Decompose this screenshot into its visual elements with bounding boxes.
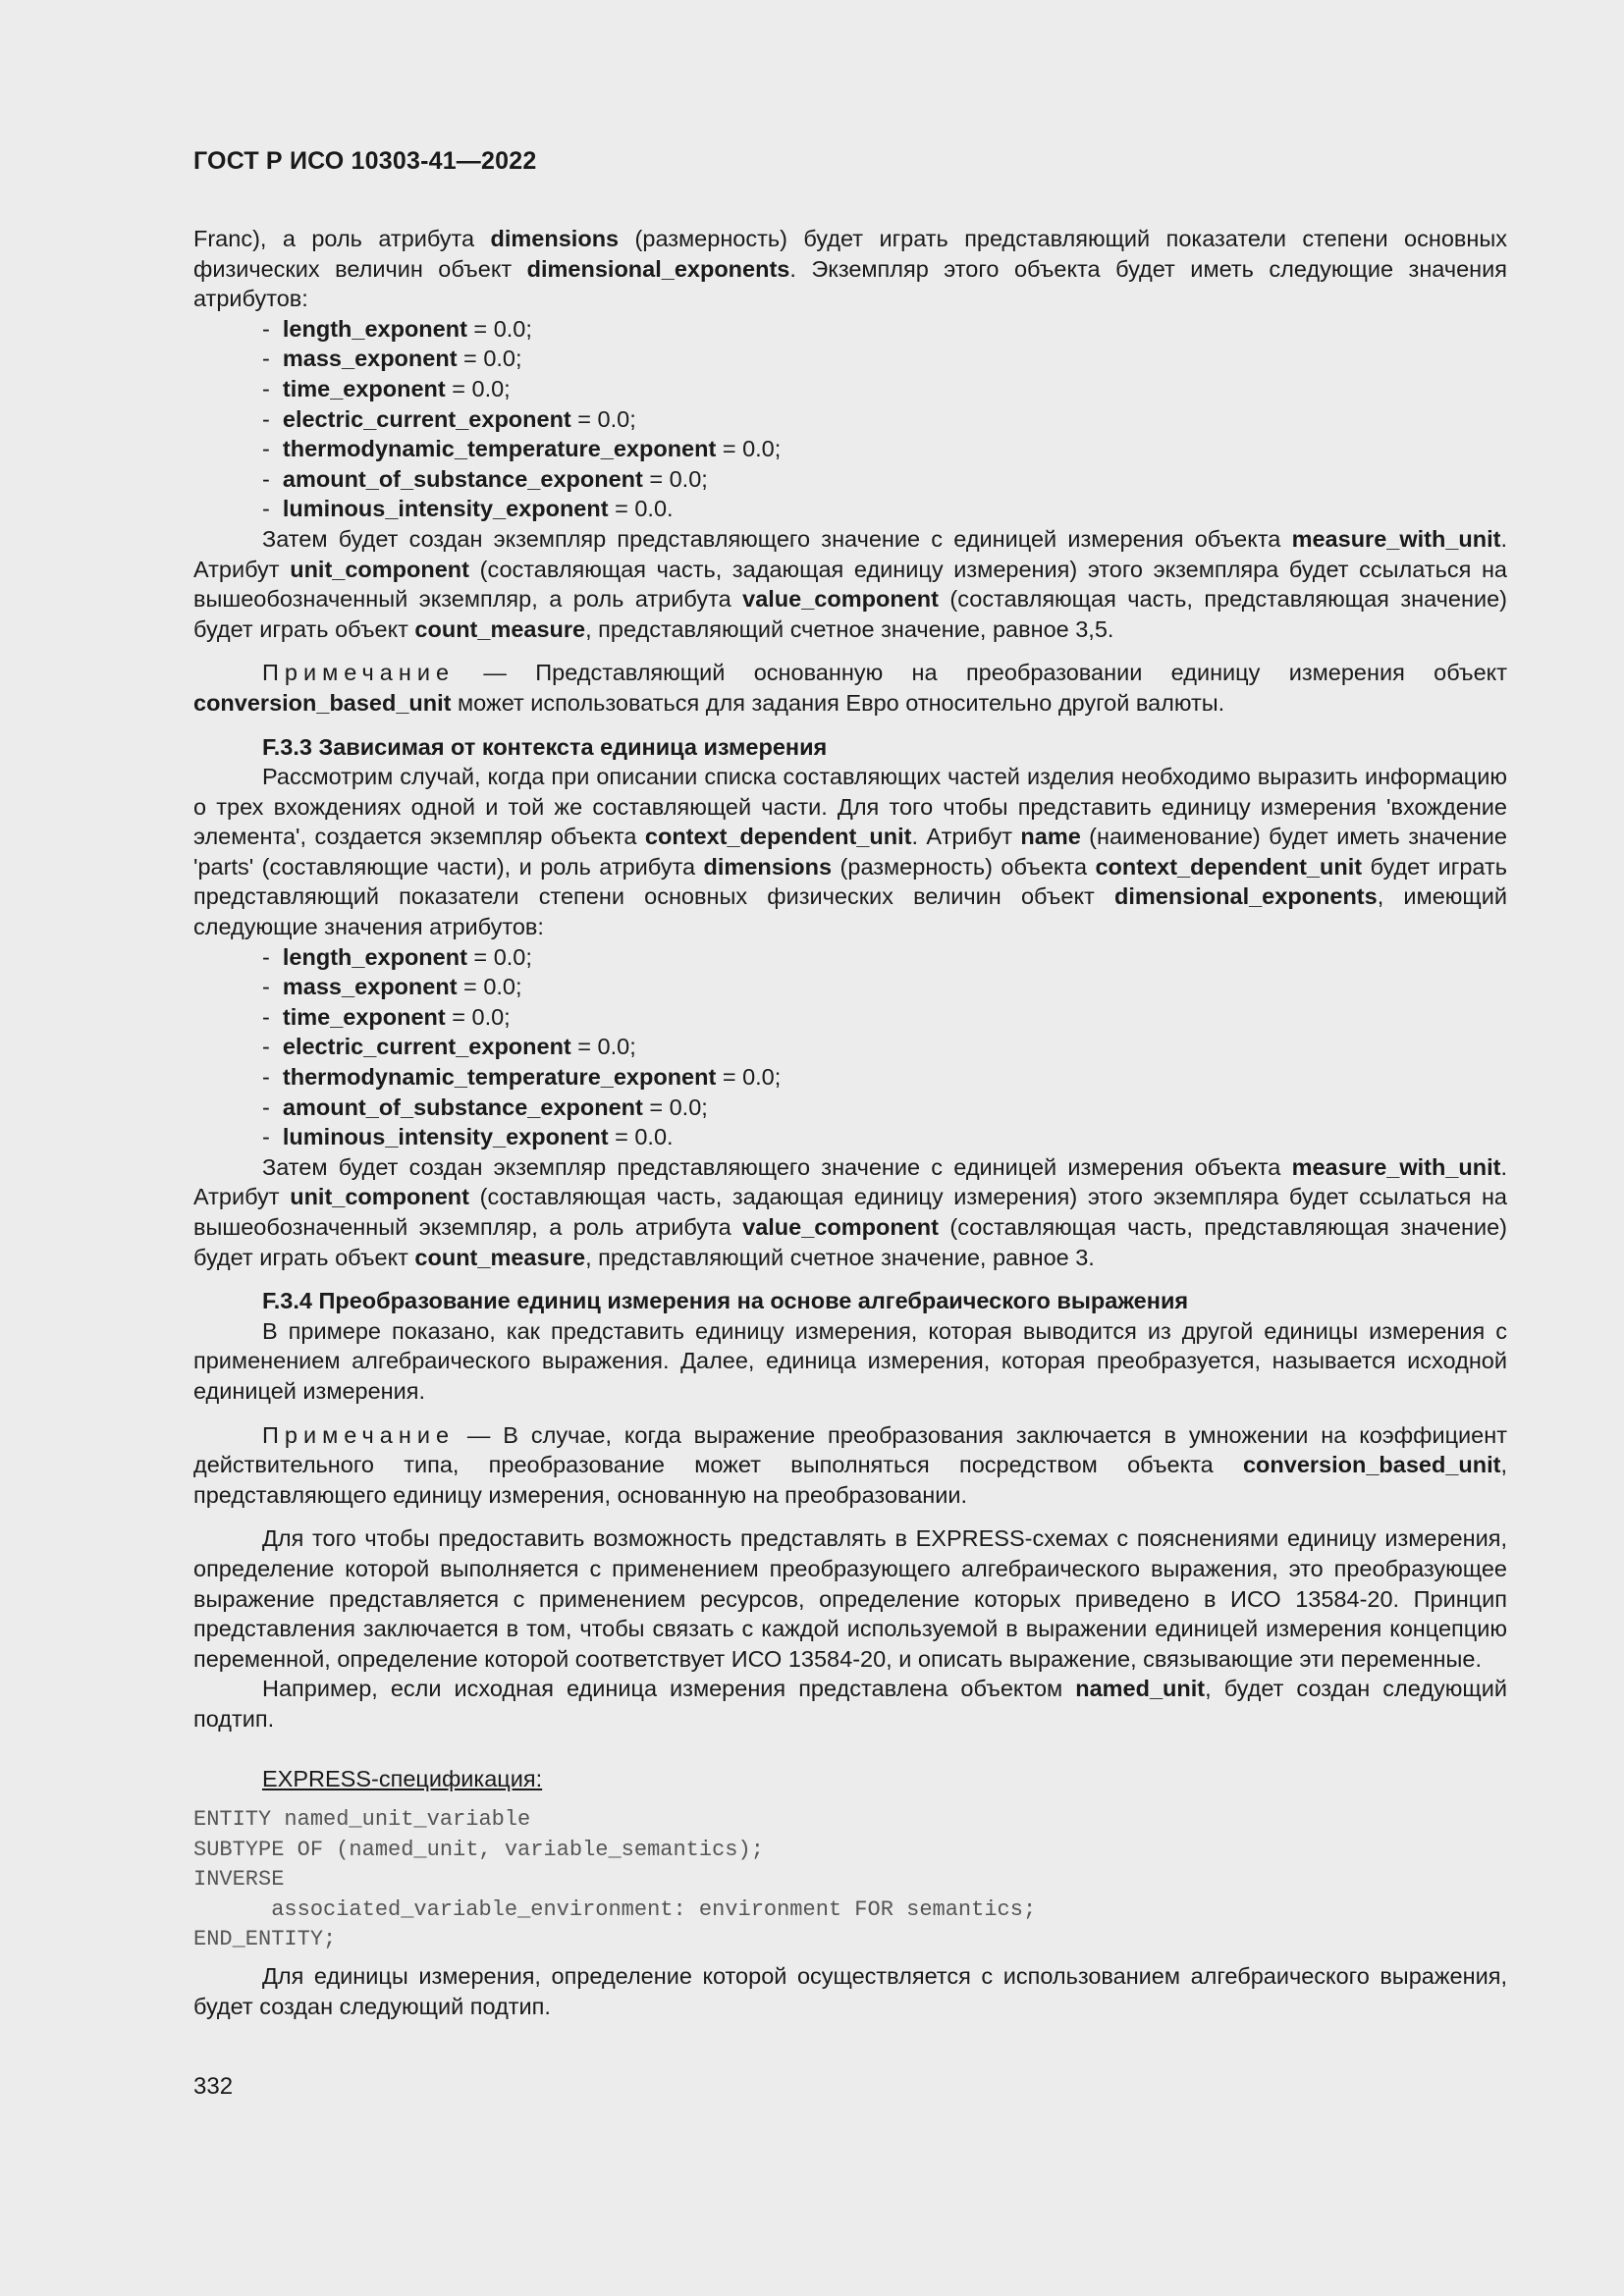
- code-line: INVERSE: [193, 1867, 285, 1893]
- express-schema-paragraph: Для того чтобы предоставить возможность представлять в EXPRESS-схемах с пояснениями единицу измерения, определение которой выполняется с применением преобразующего алгебраического выражения, это преобразующее выражение представляется с применением ресурсов, определение которых приведено в ИСО 13584-20. Принцип представления заключается в том, чтобы связать с каждой используемой в выражении единицей измерения концепцию переменной, определение которой соответствует ИСО 13584-20, и описать выражение, связывающие эти переменные.: [193, 1525, 1507, 1672]
- code-line: ENTITY named_unit_variable: [193, 1807, 531, 1833]
- page-number: 332: [193, 2073, 234, 2100]
- algebraic-subtype-paragraph: Для единицы измерения, определение которой осуществляется с использованием алгебраического выражения, будет создан следующий подтип.: [193, 1963, 1507, 2019]
- conversion-paragraph: В примере показано, как представить единицу измерения, которая выводится из другой единицы измерения с применением алгебраического выражения. Далее, единица измерения, которая преобразуется, называется исходной единицей измерения.: [193, 1317, 1507, 1404]
- list-item: - luminous_intensity_exponent = 0.0.: [262, 1124, 674, 1150]
- section-heading-f33: F.3.3 Зависимая от контекста единица измерения: [262, 733, 828, 760]
- note-label: Примечание: [262, 660, 456, 686]
- express-spec-heading: EXPRESS-спецификация:: [262, 1765, 543, 1791]
- named-unit-paragraph: Например, если исходная единица измерения представлена объектом named_unit, будет создан следующий подтип.: [193, 1676, 1507, 1732]
- list-item: - electric_current_exponent = 0.0;: [262, 1034, 636, 1060]
- list-item: - time_exponent = 0.0;: [262, 375, 511, 401]
- list-item: - thermodynamic_temperature_exponent = 0.0;: [262, 1064, 782, 1091]
- list-item: - length_exponent = 0.0;: [262, 315, 532, 342]
- note-1: Примечание — Представляющий основанную на преобразовании единицу измерения объект conversion_based_unit может использоваться для задания Евро относительно другой валюты.: [193, 660, 1507, 716]
- measure-paragraph-1: Затем будет создан экземпляр представляющего значение с единицей измерения объекта measure_with_unit. Атрибут unit_component (составляющая часть, задающая единицу измерения) этого экземпляра будет ссылаться на вышеобозначенный экземпляр, а роль атрибута value_component (составляющая часть, представляющая значение) будет играть объект count_measure, представляющий счетное значение, равное 3,5.: [193, 525, 1507, 642]
- intro-paragraph: Franc), а роль атрибута dimensions (размерность) будет играть представляющий показатели степени основных физических величин объект dimensional_exponents. Экземпляр этого объекта будет иметь следующие значения атрибутов:: [193, 226, 1507, 312]
- note-label: Примечание: [262, 1421, 456, 1448]
- note-2: Примечание — В случае, когда выражение преобразования заключается в умножении на коэффициент действительного типа, преобразование может выполняться посредством объекта conversion_based_unit, представляющего единицу измерения, основанную на преобразовании.: [193, 1421, 1507, 1508]
- code-line: END_ENTITY;: [193, 1927, 337, 1952]
- page-content: [193, 224, 1507, 2021]
- list-item: - amount_of_substance_exponent = 0.0;: [262, 465, 708, 492]
- section-heading-f34: F.3.4 Преобразование единиц измерения на основе алгебраического выражения: [262, 1288, 1189, 1314]
- measure-paragraph-2: Затем будет создан экземпляр представляющего значение с единицей измерения объекта measure_with_unit. Атрибут unit_component (составляющая часть, задающая единицу измерения) этого экземпляра будет ссылаться на вышеобозначенный экземпляр, а роль атрибута value_component (составляющая часть, представляющая значение) будет играть объект count_measure, представляющий счетное значение, равное 3.: [193, 1153, 1507, 1270]
- standard-header: ГОСТ Р ИСО 10303-41—2022: [193, 147, 537, 175]
- code-line: SUBTYPE OF (named_unit, variable_semantics);: [193, 1837, 764, 1862]
- context-paragraph: Рассмотрим случай, когда при описании списка составляющих частей изделия необходимо выразить информацию о трех вхождениях одной и той же составляющей части. Для того чтобы представить единицу измерения 'вхождение элемента', создается экземпляр объекта context_dependent_unit. Атрибут name (наименование) будет иметь значение 'parts' (составляющие части), и роль атрибута dimensions (размерность) объекта context_dependent_unit будет играть представляющий показатели степени основных физических величин объект dimensional_exponents, имеющий следующие значения атрибутов:: [193, 764, 1507, 940]
- list-item: - thermodynamic_temperature_exponent = 0.0;: [262, 436, 782, 462]
- attribute-list-1: [193, 314, 1507, 524]
- list-item: - time_exponent = 0.0;: [262, 1003, 511, 1030]
- list-item: - amount_of_substance_exponent = 0.0;: [262, 1094, 708, 1120]
- code-line: associated_variable_environment: environment FOR semantics;: [193, 1896, 1037, 1922]
- list-item: - mass_exponent = 0.0;: [262, 346, 522, 372]
- list-item: - mass_exponent = 0.0;: [262, 974, 522, 1000]
- list-item: - luminous_intensity_exponent = 0.0.: [262, 496, 674, 522]
- express-code-block: [193, 1805, 1507, 1955]
- list-item: - length_exponent = 0.0;: [262, 943, 532, 970]
- list-item: - electric_current_exponent = 0.0;: [262, 405, 636, 432]
- attribute-list-2: [193, 942, 1507, 1152]
